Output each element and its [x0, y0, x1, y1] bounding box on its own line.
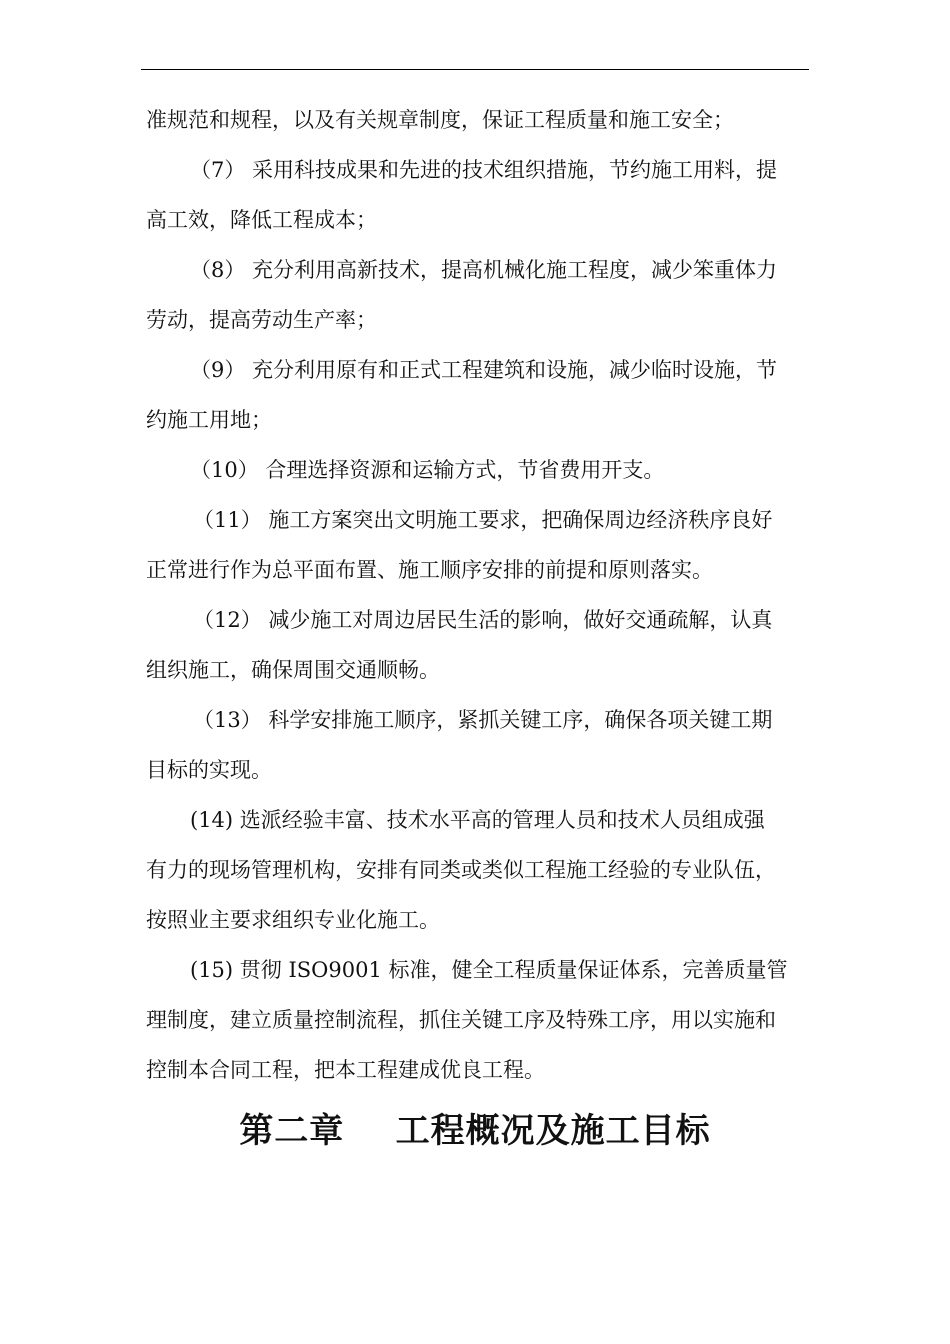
item-13-line: （13） 科学安排施工顺序，紧抓关键工序，确保各项关键工期 [193, 708, 773, 732]
text-line: 组织施工，确保周围交通顺畅。 [146, 658, 440, 682]
text-line: 按照业主要求组织专业化施工。 [146, 908, 440, 932]
item-9-line: （9） 充分利用原有和正式工程建筑和设施，减少临时设施，节 [190, 358, 778, 382]
chapter-heading: 第二章 工程概况及施工目标 [239, 1111, 711, 1151]
item-7-line: （7） 采用科技成果和先进的技术组织措施，节约施工用料，提 [190, 158, 778, 182]
item-15-line: (15) 贯彻 ISO9001 标准，健全工程质量保证体系，完善质量管 [190, 958, 788, 982]
item-11-line: （11） 施工方案突出文明施工要求，把确保周边经济秩序良好 [193, 508, 773, 532]
text-line: 高工效，降低工程成本； [146, 208, 377, 232]
text-line: 目标的实现。 [146, 758, 272, 782]
item-8-line: （8） 充分利用高新技术，提高机械化施工程度，减少笨重体力 [190, 258, 778, 282]
item-14-line: (14) 选派经验丰富、技术水平高的管理人员和技术人员组成强 [190, 808, 765, 832]
item-12-line: （12） 减少施工对周边居民生活的影响，做好交通疏解，认真 [193, 608, 773, 632]
text-line: 正常进行作为总平面布置、施工顺序安排的前提和原则落实。 [146, 558, 713, 582]
text-line: 准规范和规程，以及有关规章制度，保证工程质量和施工安全； [146, 108, 734, 132]
header-rule [141, 69, 809, 70]
text-line: 控制本合同工程，把本工程建成优良工程。 [146, 1058, 545, 1082]
text-line: 约施工用地； [146, 408, 272, 432]
text-line: 理制度，建立质量控制流程，抓住关键工序及特殊工序，用以实施和 [146, 1008, 776, 1032]
item-10-line: （10） 合理选择资源和运输方式，节省费用开支。 [190, 458, 665, 482]
text-line: 劳动，提高劳动生产率； [146, 308, 377, 332]
text-line: 有力的现场管理机构，安排有同类或类似工程施工经验的专业队伍， [146, 858, 776, 882]
